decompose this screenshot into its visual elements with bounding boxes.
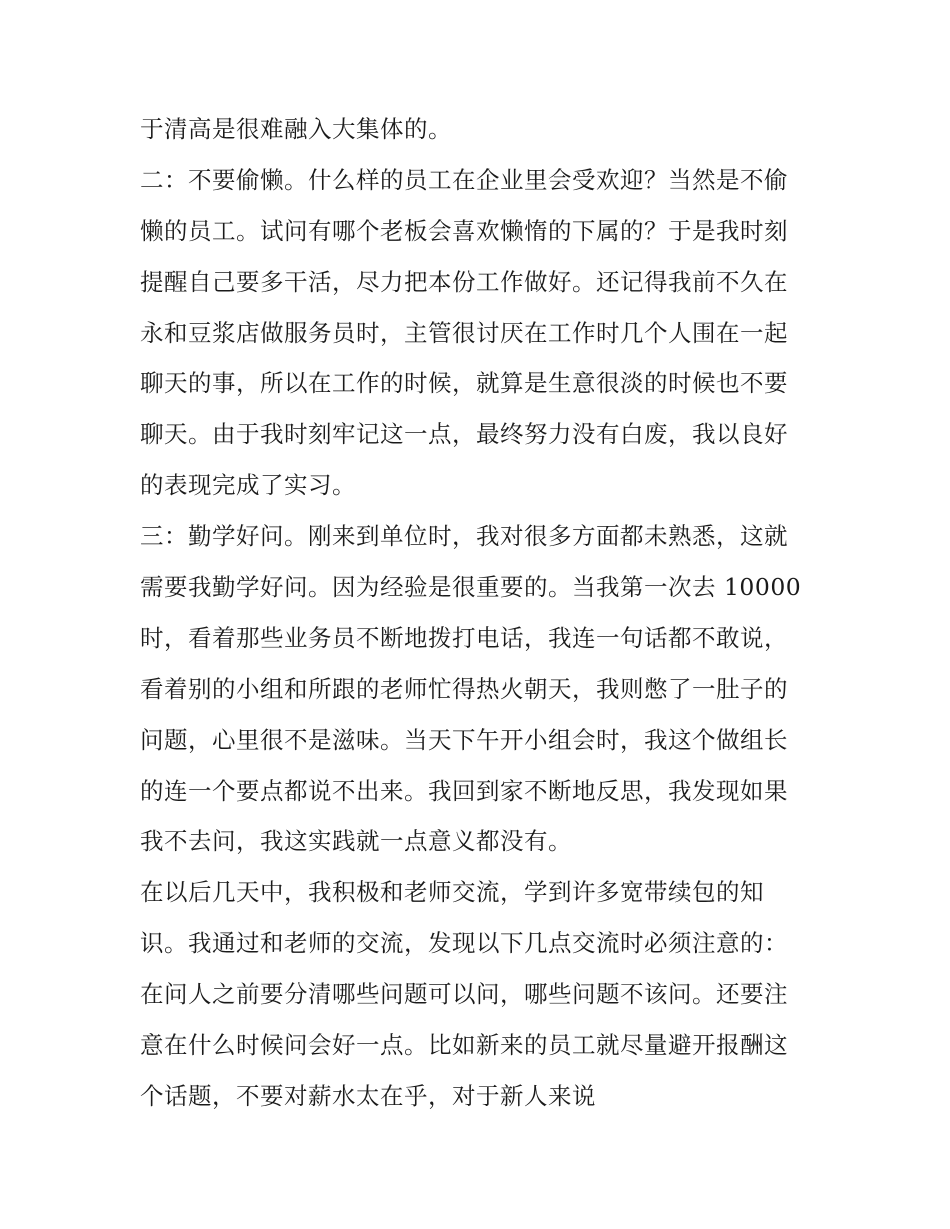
text-line: 永和豆浆店做服务员时，主管很讨厌在工作时几个人围在一起 xyxy=(140,318,788,347)
paragraph-2 xyxy=(140,155,820,511)
text-line: 我不去问，我这实践就一点意义都没有。 xyxy=(140,827,572,856)
paragraph-4 xyxy=(140,867,820,1121)
text-line: 问题，心里很不是滋味。当天下午开小组会时，我这个做组长 xyxy=(140,725,788,754)
paragraph-3 xyxy=(140,511,820,867)
text-line: 于清高是很难融入大集体的。 xyxy=(140,115,452,143)
text-line: 三：勤学好问。刚来到单位时，我对很多方面都未熟悉，这就 xyxy=(140,522,788,551)
text-line: 聊天。由于我时刻牢记这一点，最终努力没有白废，我以良好 xyxy=(140,420,788,449)
text-line: 懒的员工。试问有哪个老板会喜欢懒惰的下属的？于是我时刻 xyxy=(140,216,788,245)
text-line: 需要我勤学好问。因为经验是很重要的。当我第一次去 10000 xyxy=(140,573,802,602)
text-line: 个话题，不要对薪水太在乎，对于新人来说 xyxy=(140,1081,596,1110)
text-line: 的表现完成了实习。 xyxy=(140,471,356,500)
text-line: 聊天的事，所以在工作的时候，就算是生意很淡的时候也不要 xyxy=(140,369,788,398)
text-line: 看着别的小组和所跟的老师忙得热火朝天，我则憋了一肚子的 xyxy=(140,674,788,703)
text-line: 意在什么时候问会好一点。比如新来的员工就尽量避开报酬这 xyxy=(140,1031,788,1060)
text-line: 识。我通过和老师的交流，发现以下几点交流时必须注意的： xyxy=(140,929,788,958)
text-line: 的连一个要点都说不出来。我回到家不断地反思，我发现如果 xyxy=(140,776,788,805)
text-line: 时，看着那些业务员不断地拨打电话，我连一句话都不敢说， xyxy=(140,623,788,652)
paragraph-1 xyxy=(140,104,820,155)
text-line: 在问人之前要分清哪些问题可以问，哪些问题不该问。还要注 xyxy=(140,980,788,1009)
document-body xyxy=(140,104,820,1122)
text-line: 二：不要偷懒。什么样的员工在企业里会受欢迎？当然是不偷 xyxy=(140,165,788,194)
text-line: 在以后几天中，我积极和老师交流，学到许多宽带续包的知 xyxy=(140,878,764,907)
text-line: 提醒自己要多干活，尽力把本份工作做好。还记得我前不久在 xyxy=(140,267,788,296)
